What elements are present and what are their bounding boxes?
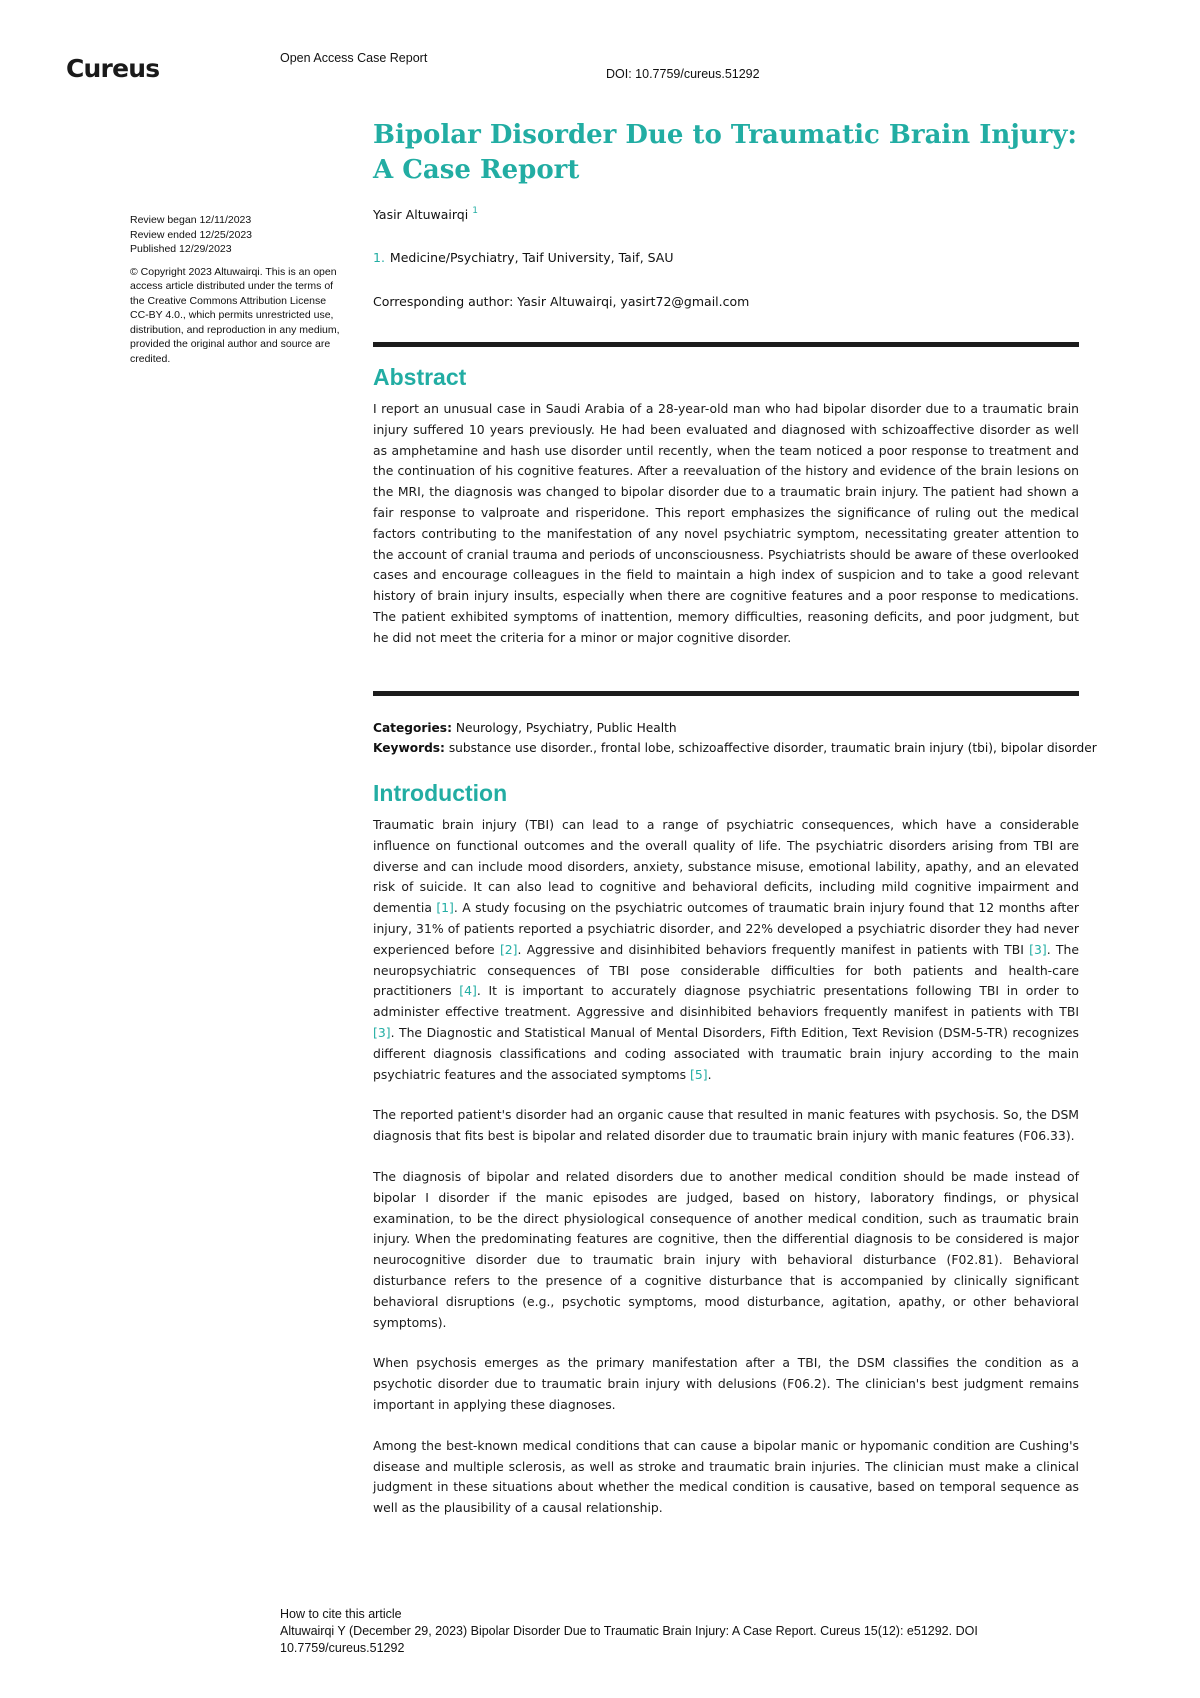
keywords-line (373, 738, 1097, 758)
journal-logo: Cureus (66, 54, 160, 83)
affiliation (373, 250, 674, 265)
corresponding-text[interactable]: Yasir Altuwairqi, yasirt72@gmail.com (517, 294, 750, 309)
keywords-label: Keywords: (373, 741, 445, 755)
doi[interactable]: DOI: 10.7759/cureus.51292 (606, 67, 760, 81)
intro-p1-text-1: Traumatic brain injury (TBI) can lead to a range of psychiatric consequences, which have a considerable influence on functional outcomes and the overall quality of life. The psychiatric disorders arising from TBI are diverse and can include mood disorders, anxiety, substance misuse, emotional lability, apathy, and an elevated risk of suicide. It can also lead to cognitive and behavioral deficits, including mild cognitive impairment and dementia (373, 817, 1079, 916)
intro-paragraph-1 (373, 815, 1079, 1085)
intro-p1-text-3: . Aggressive and disinhibited behaviors frequently manifest in patients with TBI (517, 941, 1030, 957)
introduction-heading: Introduction (373, 780, 508, 806)
introduction-body (373, 815, 1079, 1539)
abstract-heading: Abstract (373, 364, 467, 390)
reference-link[interactable]: [5] (690, 1066, 708, 1082)
corresponding-label: Corresponding author: (373, 294, 514, 309)
intro-p1-text-6: . The Diagnostic and Statistical Manual of Mental Disorders, Fifth Edition, Text Revision (DSM-5-TR) recognizes different diagnosis classifications and coding associated with traumatic brain injury according to the main psychiatric features and the associated symptoms (373, 1024, 1079, 1082)
reference-link[interactable]: [1] (436, 900, 454, 916)
author-line (373, 206, 478, 222)
section-rule-top (373, 342, 1079, 347)
affiliation-number: 1. (373, 250, 385, 265)
intro-paragraph-3: The diagnosis of bipolar and related disorders due to another medical condition should be made instead of bipolar I disorder if the manic episodes are judged, based on history, laboratory findings, or physical examination, to be the direct physiological consequence of another medical condition, such as traumatic brain injury. When the predominating features are cognitive, then the differential diagnosis to be considered is major neurocognitive disorder due to traumatic brain injury with behavioral disturbance (F02.81). Behavioral disturbance refers to the presence of a cognitive disturbance that is accompanied by clinically significant behavioral disruptions (e.g., psychotic symptoms, mood disturbance, agitation, apathy, or other behavioral symptoms). (373, 1168, 1079, 1330)
citation-text: Altuwairqi Y (December 29, 2023) Bipolar Disorder Due to Traumatic Brain Injury: A Case Report. Cureus 15(12): e51292. DOI 10.7759/cureus.51292 (280, 1624, 978, 1655)
corresponding-author (373, 294, 749, 309)
intro-paragraph-5: Among the best-known medical conditions that can cause a bipolar manic or hypomanic condition are Cushing's disease and multiple sclerosis, as well as stroke and traumatic brain injuries. The clinician must make a clinical judgment in these situations about whether the medical condition is causative, based on temporal sequence as well as the plausibility of a causal relationship. (373, 1437, 1079, 1516)
review-began: Review began 12/11/2023 (130, 214, 252, 226)
article-tags (373, 718, 1097, 758)
title-line-1: Bipolar Disorder Due to Traumatic Brain Injury: (373, 120, 1078, 150)
reference-link[interactable]: [2] (499, 941, 518, 957)
intro-paragraph-2: The reported patient's disorder had an organic cause that resulted in manic features with psychosis. So, the DSM diagnosis that fits best is bipolar and related disorder due to traumatic brain injury with manic features (F06.33). (373, 1107, 1079, 1144)
categories-label: Categories: (373, 721, 452, 735)
categories-text: Neurology, Psychiatry, Public Health (455, 721, 677, 735)
keywords-text: substance use disorder., frontal lobe, schizoaffective disorder, traumatic brain injury (tbi), bipolar disorder (448, 741, 1097, 755)
intro-paragraph-4: When psychosis emerges as the primary manifestation after a TBI, the DSM classifies the condition as a psychotic disorder due to traumatic brain injury with delusions (F06.2). The clinician's best judgment remains important in applying these diagnoses. (373, 1355, 1079, 1412)
reference-link[interactable]: [3] (373, 1024, 391, 1040)
citation-block (280, 1606, 1060, 1657)
article-type: Open Access Case Report (280, 51, 428, 65)
author-name[interactable]: Yasir Altuwairqi (373, 207, 469, 222)
reference-link[interactable]: [4] (459, 983, 477, 999)
intro-p1-text-4: . The neuropsychiatric consequences of TBI pose considerable difficulties for both patients and health-care practitioners (373, 941, 1079, 999)
published-date: Published 12/29/2023 (130, 243, 232, 255)
abstract-text: I report an unusual case in Saudi Arabia of a 28-year-old man who had bipolar disorder due to a traumatic brain injury suffered 10 years previously. He had been evaluated and diagnosed with schizoaffective disorder as well as amphetamine and hash use disorder until recently, when the team noticed a poor response to treatment and the continuation of his cognitive features. After a reevaluation of the history and evidence of the brain lesions on the MRI, the diagnosis was changed to bipolar disorder due to a traumatic brain injury. The patient had shown a fair response to valproate and risperidone. This report emphasizes the significance of ruling out the medical factors contributing to the manifestation of any novel psychiatric symptom, necessitating greater attention to the account of cranial trauma and periods of unconsciousness. Psychiatrists should be aware of these overlooked cases and encourage colleagues in the field to maintain a high index of suspicion and to take a good relevant history of brain injury insults, especially when there are cognitive features and a poor response to medications. The patient exhibited symptoms of inattention, memory difficulties, reasoning deficits, and poor judgment, but he did not meet the criteria for a minor or major cognitive disorder. (373, 401, 1079, 645)
section-rule-bottom (373, 691, 1079, 696)
author-affiliation-mark[interactable]: 1 (472, 206, 478, 216)
intro-p1-text-7: . (707, 1066, 712, 1082)
intro-p1-text-2: . A study focusing on the psychiatric outcomes of traumatic brain injury found that 12 months after injury, 31% of patients reported a psychiatric disorder, and 22% developed a psychiatric disorder they had never experienced before (373, 900, 1079, 957)
article-meta (130, 213, 345, 366)
citation-heading: How to cite this article (280, 1607, 402, 1621)
categories-line (373, 718, 1093, 738)
affiliation-text: Medicine/Psychiatry, Taif University, Taif, SAU (389, 250, 674, 265)
reference-link[interactable]: [3] (1029, 941, 1047, 957)
review-ended: Review ended 12/25/2023 (130, 228, 253, 241)
title-line-2: A Case Report (373, 155, 580, 185)
intro-p1-text-5: . It is important to accurately diagnose psychiatric presentations following TBI in order to administer effective treatment. Aggressive and disinhibited behaviors frequently manifest in patients with TBI (373, 983, 1079, 1020)
copyright-notice: © Copyright 2023 Altuwairqi. This is an open access article distributed under the terms of the Creative Commons Attribution License CC-BY 4.0., which permits unrestricted use, distribution, and reproduction in any medium, provided the original author and source are credited. (130, 265, 340, 365)
article-title (373, 118, 1093, 188)
